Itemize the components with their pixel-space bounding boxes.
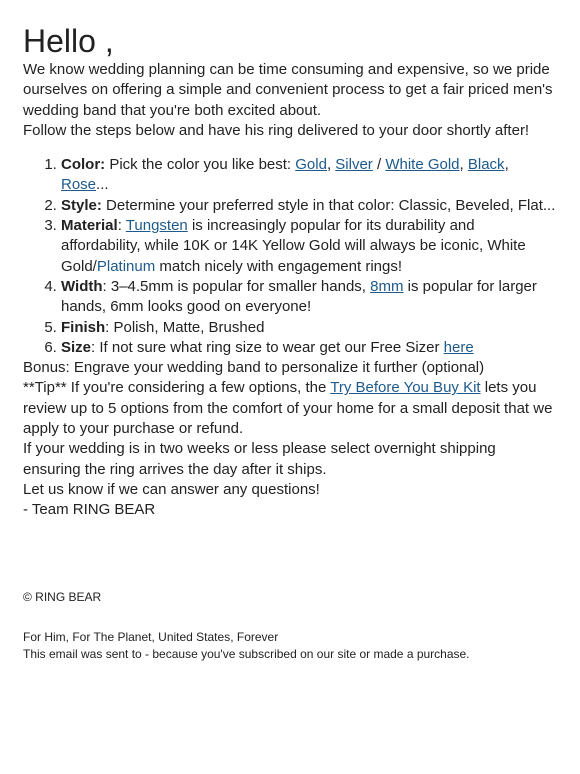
rose-link[interactable]: Rose <box>61 176 97 194</box>
step-size: 6. Size: If not sure what ring size to wear get our Free Sizer here <box>61 338 557 358</box>
footer-notice: This email was sent to - because you've subscribed on our site or made a purchase. <box>23 646 470 661</box>
gold-link[interactable]: Gold <box>295 156 327 174</box>
step-label: Finish <box>61 318 106 336</box>
footer-address: For Him, For The Planet, United States, Forever <box>23 629 279 644</box>
tip-paragraph: **Tip** If you're considering a few options, the Try Before You Buy Kit lets you review up to 5 options from the comfort of your home for a small deposit that we apply to your purchase or refund. <box>23 379 553 438</box>
bonus-text: Bonus: Engrave your wedding band to personalize it further (optional) <box>23 359 485 377</box>
intro-follow-text: Follow the steps below and have his ring delivered to your door shortly after! <box>23 121 530 139</box>
step-width: 4. Width: 3–4.5mm is popular for smaller hands, 8mm is popular for larger hands, 6mm looks good on everyone! <box>61 277 557 318</box>
step-label: Color: <box>61 156 106 174</box>
footer-info <box>23 629 557 663</box>
shipping-text: If your wedding is in two weeks or less please select overnight shipping ensuring the ring arrives the day after it ships. <box>23 440 496 478</box>
platinum-link[interactable]: Platinum <box>96 257 156 275</box>
step-label: Style: <box>61 196 102 214</box>
step-label: Size <box>61 338 92 356</box>
step-material: 3. Material: Tungsten is increasingly popular for its durability and affordability, while 10K or 14K Yellow Gold will always be iconic, White Gold/Platinum match nicely with engagement rings! <box>61 216 557 277</box>
8mm-link[interactable]: 8mm <box>370 277 404 295</box>
silver-link[interactable]: Silver <box>335 156 373 174</box>
steps-list <box>23 155 557 358</box>
free-sizer-link[interactable]: here <box>443 338 474 356</box>
step-label: Material <box>61 217 118 235</box>
white-gold-link[interactable]: White Gold <box>385 156 460 174</box>
try-before-you-buy-link[interactable]: Try Before You Buy Kit <box>330 379 481 397</box>
greeting-heading: Hello , <box>23 23 114 59</box>
step-label: Width <box>61 277 103 295</box>
questions-text: Let us know if we can answer any questions! <box>23 480 320 498</box>
tungsten-link[interactable]: Tungsten <box>125 217 188 235</box>
intro-paragraph <box>23 60 557 141</box>
step-finish: 5. Finish: Polish, Matte, Brushed <box>61 318 557 338</box>
signoff-text: - Team RING BEAR <box>23 501 156 519</box>
black-link[interactable]: Black <box>467 156 505 174</box>
step-color: 1. Color: Pick the color you like best: Gold, Silver / White Gold, Black, Rose... <box>61 155 557 196</box>
step-style: 2. Style: Determine your preferred style in that color: Classic, Beveled, Flat... <box>61 196 557 216</box>
intro-text: We know wedding planning can be time consuming and expensive, so we pride ourselves on offering a simple and convenient process to get a fair priced men's wedding band that you're both excited about. <box>23 61 553 119</box>
footer-copyright: © RING BEAR <box>23 589 102 604</box>
